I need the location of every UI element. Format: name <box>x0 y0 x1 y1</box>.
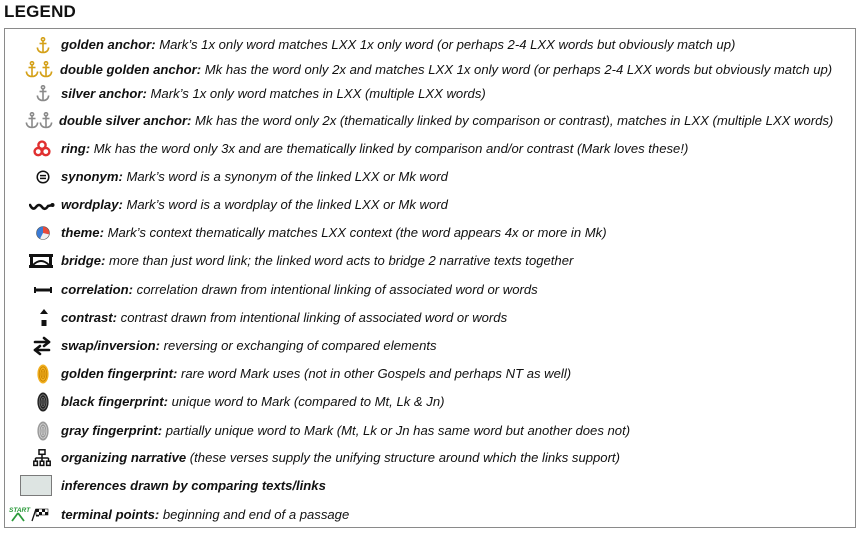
legend-term: correlation: <box>61 282 134 297</box>
legend-desc: Mark’s word is a synonym of the linked LXX or Mk word <box>122 169 448 184</box>
golden-anchor-icon <box>35 36 51 54</box>
legend-desc: reversing or exchanging of compared elements <box>159 338 437 353</box>
legend-desc: unique word to Mark (compared to Mt, Lk & Jn) <box>167 394 445 409</box>
correlation-icon <box>33 285 53 295</box>
legend-term: inferences drawn by comparing texts/links <box>61 478 326 493</box>
legend-term: golden anchor: <box>61 37 156 52</box>
organizing-narrative-icon <box>32 448 52 468</box>
legend-desc: Mark’s word is a wordplay of the linked LXX or Mk word <box>122 197 448 212</box>
inference-box-icon <box>20 475 52 496</box>
wordplay-icon <box>29 199 55 213</box>
legend-box <box>4 28 856 528</box>
gray-fingerprint-icon <box>36 420 50 442</box>
legend-term: black fingerprint: <box>61 394 168 409</box>
legend-term: terminal points: <box>61 507 160 522</box>
legend-term: wordplay: <box>61 197 123 212</box>
legend-term: gray fingerprint: <box>61 423 163 438</box>
legend-desc: (these verses supply the unifying structure around which the links support) <box>186 450 620 465</box>
legend-term: bridge: <box>61 253 106 268</box>
legend-desc: rare word Mark uses (not in other Gospels and perhaps NT as well) <box>177 366 572 381</box>
legend-term: double silver anchor: <box>59 113 192 128</box>
ring-icon <box>32 139 52 159</box>
double-silver-anchor-icon <box>25 111 53 129</box>
bridge-icon <box>28 252 54 270</box>
golden-fingerprint-icon <box>36 363 50 385</box>
synonym-icon <box>35 169 51 185</box>
legend-desc: more than just word link; the linked word acts to bridge 2 narrative texts together <box>105 253 574 268</box>
legend-desc: correlation drawn from intentional linking of associated word or words <box>133 282 538 297</box>
legend-desc: partially unique word to Mark (Mt, Lk or Jn has same word but another does not) <box>162 423 631 438</box>
contrast-icon <box>39 308 49 328</box>
legend-desc: Mk has the word only 2x (thematically linked by comparison or contrast), matches in LXX (multiple LXX words) <box>191 113 834 128</box>
double-golden-anchor-icon <box>25 60 53 78</box>
page-title: LEGEND <box>4 2 77 21</box>
legend-desc: Mark’s context thematically matches LXX context (the word appears 4x or more in Mk) <box>103 225 607 240</box>
legend-term: organizing narrative <box>61 450 187 465</box>
legend-desc: contrast drawn from intentional linking of associated word or words <box>117 310 508 325</box>
silver-anchor-icon <box>35 84 51 102</box>
legend-term: double golden anchor: <box>60 62 202 77</box>
legend-desc: Mk has the word only 3x and are thematically linked by comparison and/or contrast (Mark loves these!) <box>90 141 689 156</box>
legend-term: theme: <box>61 225 104 240</box>
legend-term: synonym: <box>61 169 123 184</box>
start-label: START <box>9 507 31 514</box>
swap-inversion-icon <box>31 335 53 357</box>
legend-desc: Mark’s 1x only word matches LXX 1x only word (or perhaps 2-4 LXX words but obviously match up) <box>155 37 736 52</box>
legend-term: contrast: <box>61 310 118 325</box>
theme-icon <box>35 225 51 241</box>
legend-term: swap/inversion: <box>61 338 160 353</box>
legend-term: silver anchor: <box>61 86 147 101</box>
legend-desc: Mk has the word only 2x and matches LXX 1x only word (or perhaps 2-4 LXX words but obviously match up) <box>201 62 833 77</box>
black-fingerprint-icon <box>36 391 50 413</box>
legend-term: ring: <box>61 141 91 156</box>
legend-term: golden fingerprint: <box>61 366 178 381</box>
legend-desc: beginning and end of a passage <box>159 507 350 522</box>
legend-desc: Mark’s 1x only word matches in LXX (multiple LXX words) <box>146 86 486 101</box>
terminal-points-icon <box>7 505 55 523</box>
